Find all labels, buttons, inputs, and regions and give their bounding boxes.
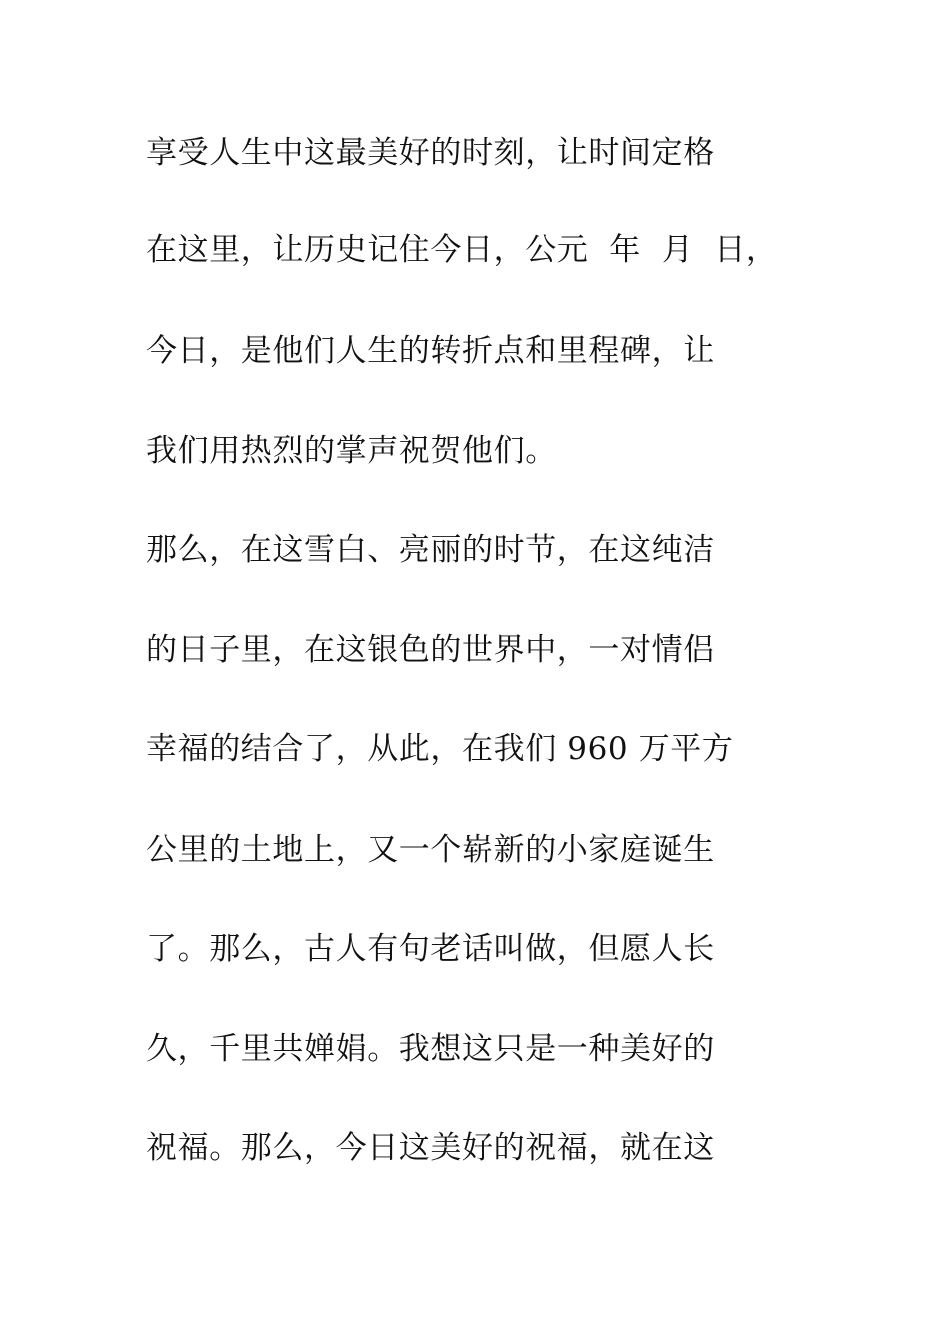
text-line: 幸福的结合了，从此，在我们 960 万平方 [146,731,734,767]
text-line: 今日，是他们人生的转折点和里程碑，让 [146,333,715,369]
text-line: 了。那么，古人有句老话叫做，但愿人长 [146,931,715,967]
text-line: 我们用热烈的掌声祝贺他们。 [146,433,557,469]
text-line: 享受人生中这最美好的时刻，让时间定格 [146,135,715,171]
text-line: 公里的土地上，又一个崭新的小家庭诞生 [146,832,715,868]
text-line: 在这里，让历史记住今日，公元 年 月 日， [146,232,778,268]
text-line: 的日子里，在这银色的世界中，一对情侣 [146,632,715,668]
text-line: 久，千里共婵娟。我想这只是一种美好的 [146,1031,715,1067]
text-line: 祝福。那么，今日这美好的祝福，就在这 [146,1130,715,1166]
text-line: 那么，在这雪白、亮丽的时节，在这纯洁 [146,532,715,568]
